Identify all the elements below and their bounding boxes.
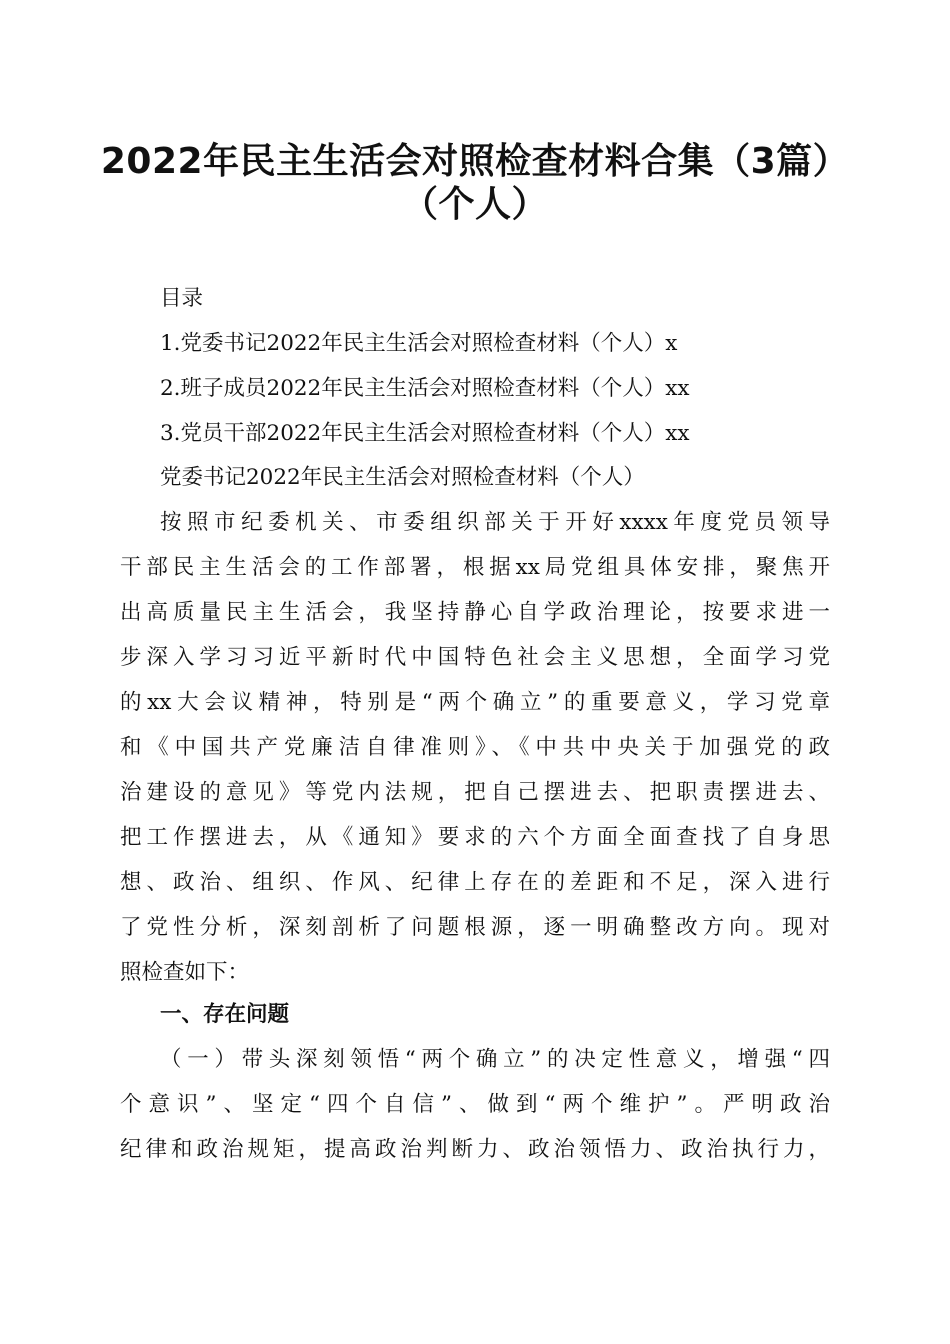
document-title-line-1: 2022年民主生活会对照检查材料合集（3篇） <box>100 141 850 182</box>
toc-item-1: 1.党委书记2022年民主生活会对照检查材料（个人）x <box>160 331 678 356</box>
intro-line-8: 把工作摆进去，从《通知》要求的六个方面全面查找了自身思 <box>120 825 830 850</box>
intro-line-11: 照检查如下： <box>120 960 250 985</box>
intro-line-6: 和《中国共产党廉洁自律准则》、《中共中央关于加强党的政 <box>120 735 830 760</box>
sub-line-2: 个意识”、坚定“四个自信”、做到“两个维护”。严明政治 <box>120 1092 830 1117</box>
intro-line-9: 想、政治、组织、作风、纪律上存在的差距和不足，深入进行 <box>120 870 830 895</box>
sub-line-1: （一）带头深刻领悟“两个确立”的决定性意义，增强“四 <box>160 1047 830 1072</box>
sub-line-3: 纪律和政治规矩，提高政治判断力、政治领悟力、政治执行力， <box>120 1137 830 1162</box>
intro-line-5: 的xx大会议精神，特别是“两个确立”的重要意义，学习党章 <box>120 690 830 715</box>
toc-item-3: 3.党员干部2022年民主生活会对照检查材料（个人）xx <box>160 421 690 446</box>
toc-heading: 目录 <box>160 286 204 311</box>
intro-line-2: 干部民主生活会的工作部署，根据xx局党组具体安排，聚焦开 <box>120 555 830 580</box>
toc-item-2: 2.班子成员2022年民主生活会对照检查材料（个人）xx <box>160 376 690 401</box>
intro-line-10: 了党性分析，深刻剖析了问题根源，逐一明确整改方向。现对 <box>120 915 830 940</box>
intro-line-7: 治建设的意见》等党内法规，把自己摆进去、把职责摆进去、 <box>120 780 830 805</box>
intro-line-3: 出高质量民主生活会，我坚持静心自学政治理论，按要求进一 <box>120 600 830 625</box>
intro-line-1: 按照市纪委机关、市委组织部关于开好xxxx年度党员领导 <box>160 510 830 535</box>
document-title-line-2: （个人） <box>401 184 548 225</box>
section-title: 党委书记2022年民主生活会对照检查材料（个人） <box>160 465 645 490</box>
heading-existing-problems: 一、存在问题 <box>160 1002 290 1027</box>
intro-line-4: 步深入学习习近平新时代中国特色社会主义思想，全面学习党 <box>120 645 830 670</box>
